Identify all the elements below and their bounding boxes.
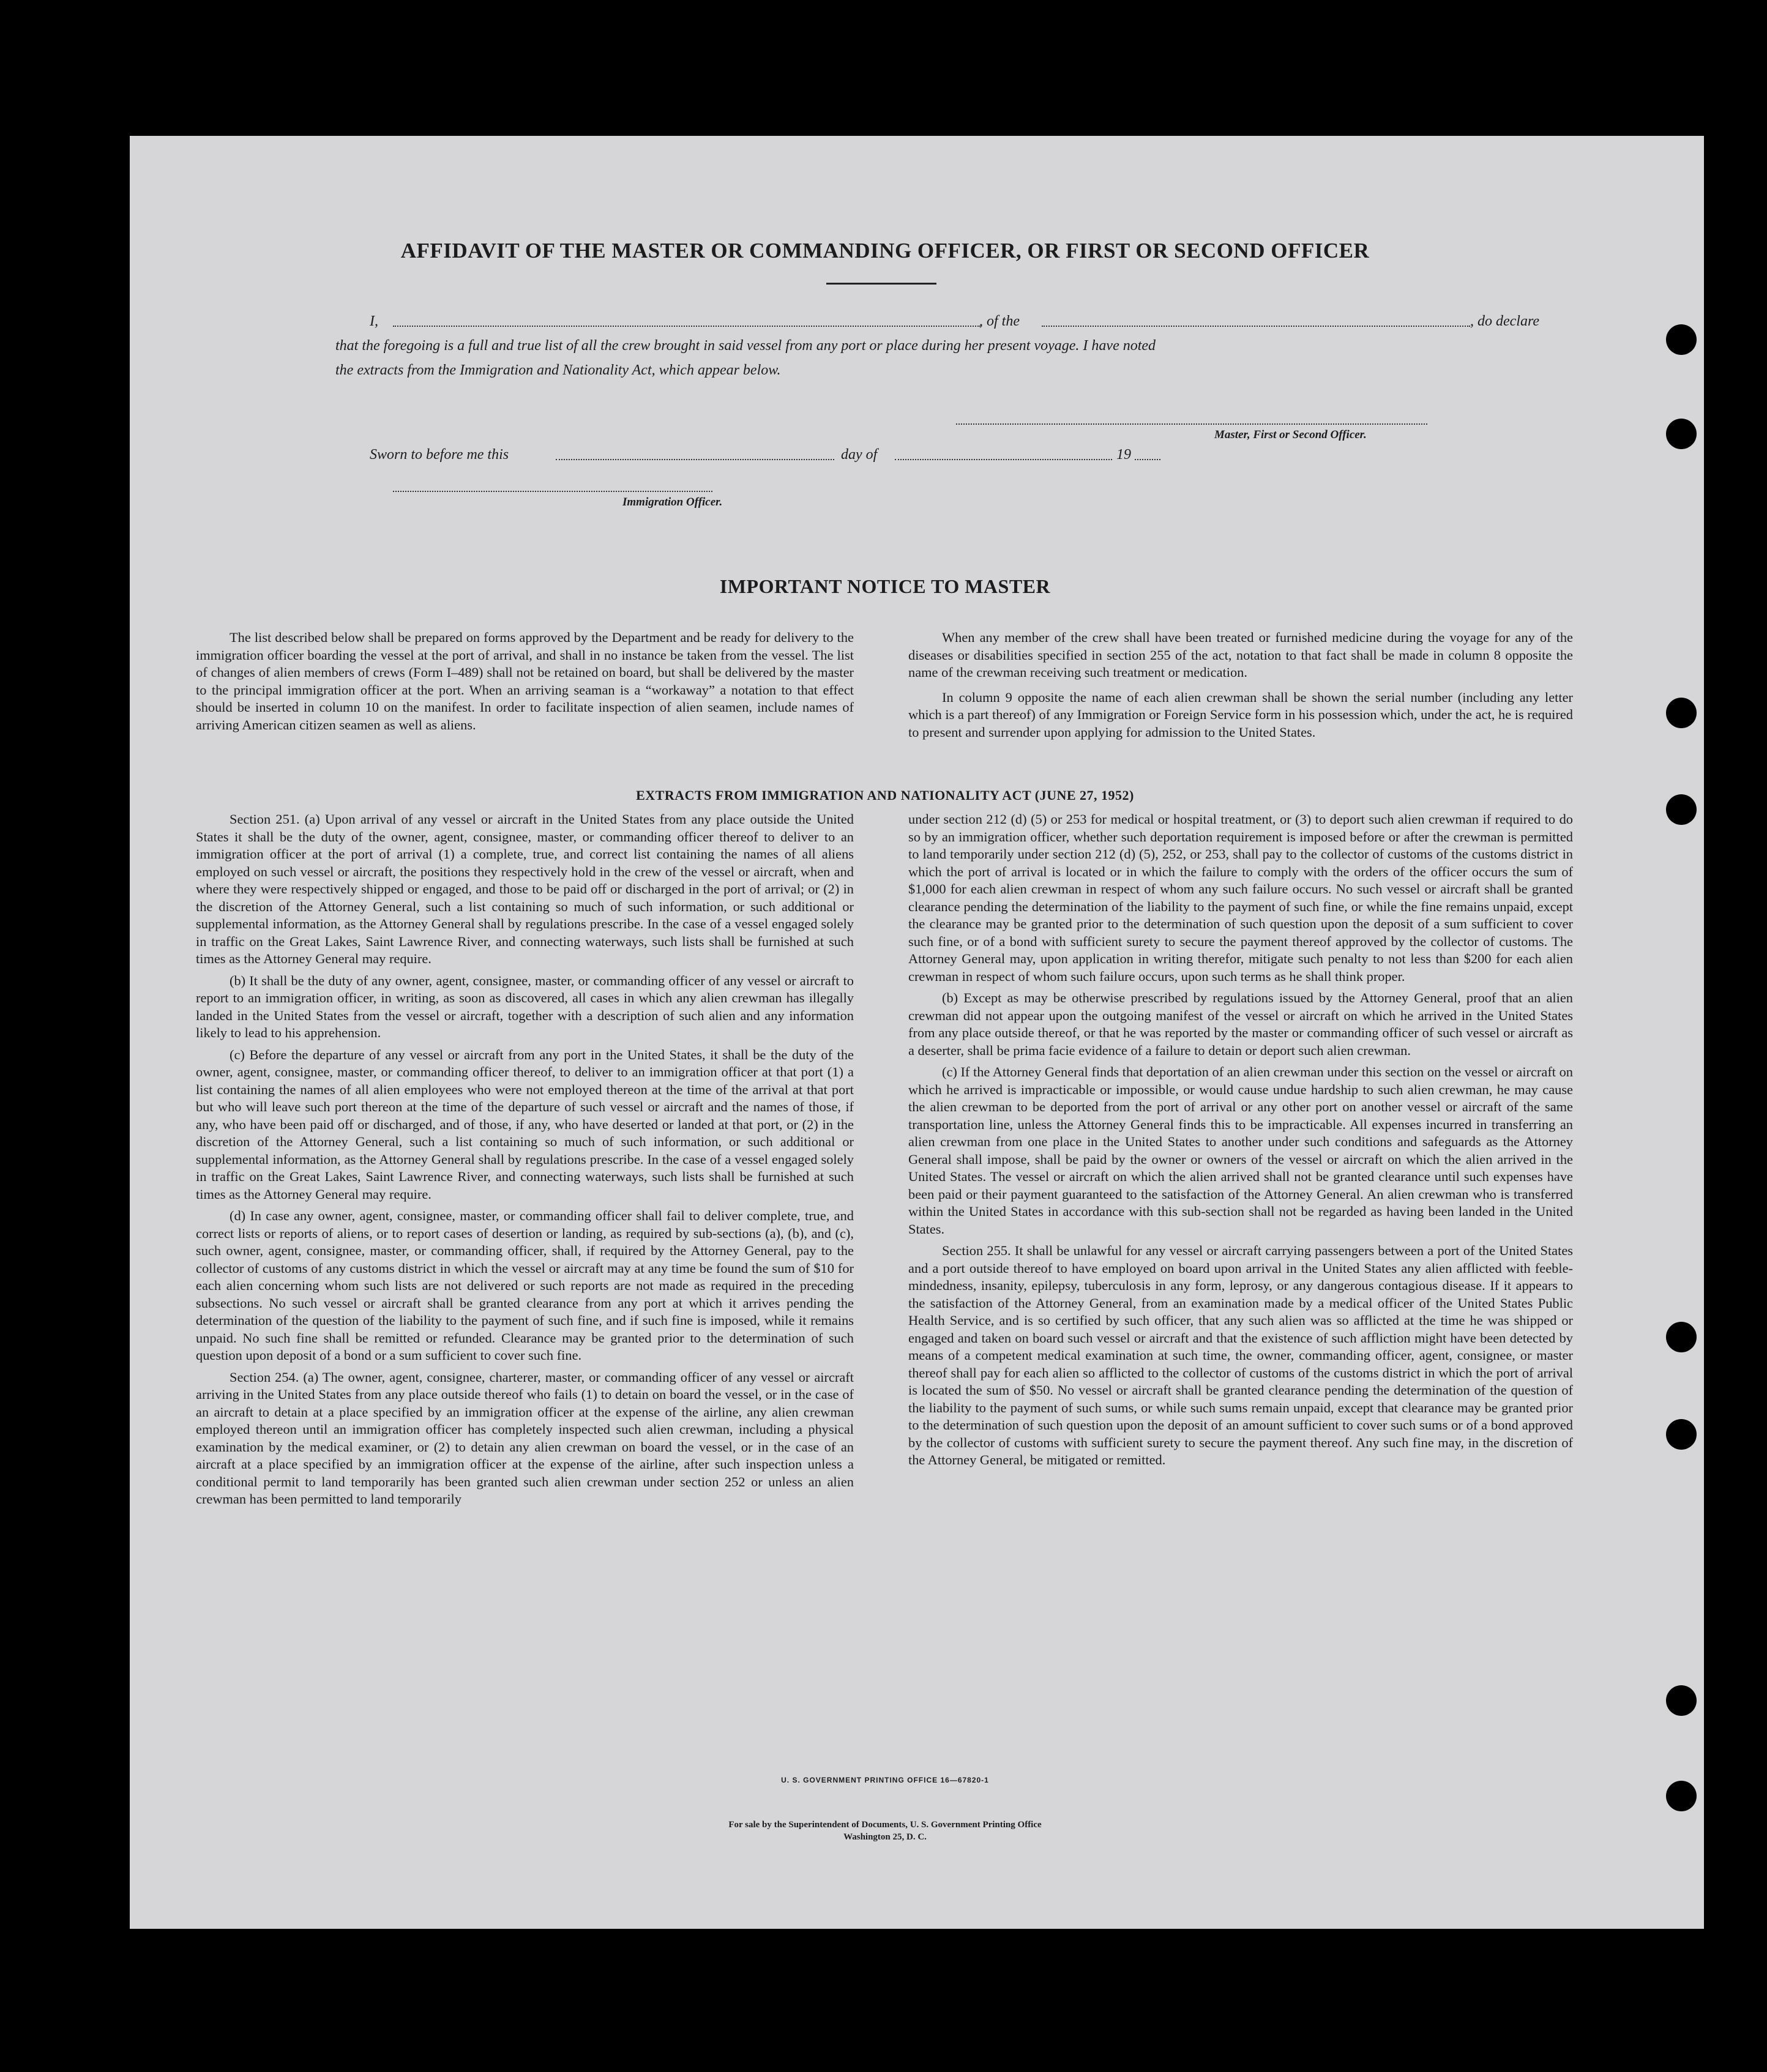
year-prefix: 19 xyxy=(1116,447,1131,463)
notice-right-column xyxy=(908,629,1573,745)
punch-hole xyxy=(1666,1685,1697,1716)
sworn-year-field[interactable] xyxy=(1135,459,1160,460)
immigration-officer-label: Immigration Officer. xyxy=(622,496,723,509)
form-page xyxy=(130,136,1704,1929)
sworn-day-field[interactable] xyxy=(556,459,834,460)
extract-paragraph: (b) It shall be the duty of any owner, agent, consignee, master, or commanding officer of any vessel or aircraft to report to an immigration officer, in writing, as soon as discovered, all cases in which any alien crewman has illegally landed in the United States from the vessel or aircraft, together with a description of such alien and any information likely to lead to his apprehension. xyxy=(196,972,854,1040)
extract-paragraph: (d) In case any owner, agent, consignee, master, or commanding officer shall fail to deliver complete, true, and correct lists or reports of aliens, or to report cases of desertion or landing, as required by sub-sections (a), (b), and (c), such owner, agent, consignee, master, or commanding officer, shall, if required by the Attorney General, pay to the collector of customs of any customs district in which the vessel or aircraft may at any time be found the sum of $10 for each alien concerning whom such lists are not delivered or such reports are not made as required in the preceding subsections. No such vessel or aircraft shall be granted clearance from any port at which it arrives pending the determination of the question of the liability to the payment of such fine, and if such fine is imposed, while it remains unpaid. No such fine shall be remitted or refunded. Clearance may be granted prior to the determination of such question upon deposit of a bond or a sum sufficient to cover such fine. xyxy=(196,1208,854,1363)
punch-hole xyxy=(1666,324,1697,355)
extract-paragraph: under section 212 (d) (5) or 253 for medical or hospital treatment, or (3) to deport such alien crewman if required to do so by an immigration officer, whether such deportation requirement is imposed before or after the crewman is permitted to land temporarily under section 212 (d) (5), 252, or 253, shall pay to the collector of customs of the customs district in which the port of arrival is located or in which the failure to comply with the orders of the officer occurs the sum of $1,000 for each alien crewman in respect of whom any such failure occurs. No such vessel or aircraft shall be granted clearance pending the determination of the liability to the payment of such fine, or while the fine remains unpaid, except the clearance may be granted prior to the determination of such question upon the deposit of a sum sufficient to cover such fine, or of a bond with sufficient surety to secure the payment thereof approved by the collector of customs. The Attorney General may, upon application in writing therefor, mitigate such penalty to not less than $200 for each alien crewman in respect of whom such failure occurs, upon such terms as he shall think proper. xyxy=(908,811,1573,984)
title-rule xyxy=(826,283,936,285)
notice-title: IMPORTANT NOTICE TO MASTER xyxy=(719,575,1051,597)
i-label: I, xyxy=(370,313,378,329)
punch-hole xyxy=(1666,1781,1697,1811)
sale-notice xyxy=(130,1819,1640,1843)
extract-paragraph: Section 254. (a) The owner, agent, consignee, charterer, master, or commanding officer of any vessel or aircraft arriving in the United States from any place outside thereof who fails (1) to detain on board the vessel, or in the case of an aircraft to detain at a place specified by an immigration officer at the expense of the airline, any alien crewman employed thereon until an immigration officer has completely inspected such alien crewman, including a physical examination by the medical examiner, or (2) to detain any alien crewman on board the vessel, or in the case of an aircraft at a place specified by an immigration officer at the expense of the airline, after such inspection unless a conditional permit to land temporarily has been granted such alien crewman under section 252 or unless an alien crewman has been permitted to land temporarily xyxy=(196,1369,854,1507)
affidavit-title: AFFIDAVIT OF THE MASTER OR COMMANDING OFFICER, OR FIRST OR SECOND OFFICER xyxy=(400,239,1370,263)
day-of-label: day of xyxy=(841,447,878,463)
of-the-label: , of the xyxy=(979,313,1020,329)
sale-line-2: Washington 25, D. C. xyxy=(843,1832,927,1842)
vessel-name-field[interactable] xyxy=(1042,326,1470,327)
immigration-officer-signature-line[interactable] xyxy=(393,491,712,492)
extracts-title: EXTRACTS FROM IMMIGRATION AND NATIONALITY ACT (JUNE 27, 1952) xyxy=(636,788,1134,803)
sale-line-1: For sale by the Superintendent of Documents, U. S. Government Printing Office xyxy=(728,1820,1042,1830)
printer-line: U. S. GOVERNMENT PRINTING OFFICE 16—67820-1 xyxy=(781,1776,989,1784)
do-declare-label: , do declare xyxy=(1470,313,1540,329)
punch-hole xyxy=(1666,1419,1697,1450)
declaration-line-2: the extracts from the Immigration and Nationality Act, which appear below. xyxy=(335,362,781,378)
punch-hole xyxy=(1666,419,1697,449)
extracts-left-column xyxy=(196,811,854,1513)
sworn-month-field[interactable] xyxy=(895,459,1112,460)
sworn-label: Sworn to before me this xyxy=(370,447,509,463)
punch-hole xyxy=(1666,698,1697,728)
notice-paragraph: The list described below shall be prepared on forms approved by the Department and be ready for delivery to the immigration officer boarding the vessel at the port of arrival, and shall in no instance be taken from the vessel. The list of changes of alien members of crews (Form I–489) shall not be retained on board, but shall be delivered by the master to the principal immigration officer at the port. When an arriving seaman is a “workaway” a notation to that effect should be inserted in column 10 on the manifest. In order to facilitate inspection of alien seamen, include names of arriving American citizen seamen as well as aliens. xyxy=(196,630,854,732)
extracts-right-column xyxy=(908,811,1573,1474)
notice-paragraph: In column 9 opposite the name of each alien crewman shall be shown the serial number (including any letter which is a part thereof) of any Immigration or Foreign Service form in his possession which, under the act, he is required to present and surrender upon applying for admission to the United States. xyxy=(908,689,1573,740)
punch-hole xyxy=(1666,1322,1697,1352)
extract-paragraph: (b) Except as may be otherwise prescribed by regulations issued by the Attorney General, proof that an alien crewman did not appear upon the outgoing manifest of the vessel or aircraft on which he arrived in the United States from any place outside thereof, or that he was reported by the master or commanding officer of such vessel or aircraft as a deserter, shall be prima facie evidence of a failure to detain or deport such alien crewman. xyxy=(908,990,1573,1058)
master-signature-label: Master, First or Second Officer. xyxy=(1214,428,1367,441)
declarant-name-field[interactable] xyxy=(393,326,981,327)
master-signature-line[interactable] xyxy=(956,423,1427,425)
declaration-line-1: that the foregoing is a full and true list of all the crew brought in said vessel from any port or place during her present voyage. I have noted xyxy=(335,338,1156,354)
extract-paragraph: (c) Before the departure of any vessel or aircraft from any port in the United States, it shall be the duty of the owner, agent, consignee, master, or commanding officer thereof, to deliver to an immigration officer at that port (1) a list containing the names of all alien employees who were not employed thereon at the time of the arrival at that port but who will leave such port thereon at the time of the departure of such vessel or aircraft and the names of those, if any, who have been paid off or discharged, and of those, if any, who have deserted or landed at that port, or (2) in the discretion of the Attorney General, such a list containing so much of such information, or such additional or supplemental information, as the Attorney General shall by regulations prescribe. In the case of a vessel engaged solely in traffic on the Great Lakes, Saint Lawrence River, and connecting waterways, such lists shall be furnished at such times as the Attorney General may require. xyxy=(196,1046,854,1202)
extract-paragraph: Section 255. It shall be unlawful for any vessel or aircraft carrying passengers between a port of the United States and a port outside thereof to have employed on board upon arrival in the United States any alien afflicted with feeble-mindedness, insanity, epilepsy, tuberculosis in any form, leprosy, or any dangerous contagious disease. If it appears to the satisfaction of the Attorney General, from an examination made by a medical officer of the United States Public Health Service, and is so certified by such officer, that any such alien was so afflicted at the time he was shipped or engaged and taken on board such vessel or aircraft and that the existence of such affliction might have been detected by means of a competent medical examination at such time, the owner, commanding officer, agent, consignee, or master thereof shall pay for each alien so afflicted to the collector of customs of the customs district in which the port of arrival is located the sum of $50. No vessel or aircraft shall be granted clearance pending the determination of the question of the liability to the payment of such sums, or while such sums remain unpaid, except that clearance may be granted prior to the determination of such question upon the deposit of an amount sufficient to cover such sums or of a bond approved by the collector of customs with sufficient surety to secure the payment thereof. Any such fine may, in the discretion of the Attorney General, be mitigated or remitted. xyxy=(908,1243,1573,1467)
extract-paragraph: Section 251. (a) Upon arrival of any vessel or aircraft in the United States from any place outside the United States it shall be the duty of the owner, agent, consignee, master, or commanding officer thereof to deliver to an immigration officer at the port of arrival (1) a complete, true, and correct list containing the names of all aliens employed on such vessel or aircraft, the positions they respectively hold in the crew of the vessel or aircraft, when and where they were respectively shipped or engaged, and those to be paid off or discharged in the port of arrival; or (2) in the discretion of the Attorney General, such a list containing so much of such information, or such additional or supplemental information, as the Attorney General shall by regulations prescribe. In the case of a vessel engaged solely in traffic on the Great Lakes, Saint Lawrence River, and connecting waterways, such lists shall be furnished at such times as the Attorney General may require. xyxy=(196,811,854,966)
punch-hole xyxy=(1666,794,1697,825)
notice-paragraph: When any member of the crew shall have been treated or furnished medicine during the voyage for any of the diseases or disabilities specified in section 255 of the act, notation to that fact shall be made in column 8 opposite the name of the crewman receiving such treatment or medication. xyxy=(908,630,1573,680)
notice-left-column xyxy=(196,629,854,738)
extract-paragraph: (c) If the Attorney General finds that deportation of an alien crewman under this section on the vessel or aircraft on which he arrived is impracticable or impossible, or would cause undue hardship to such alien crewman, he may cause the alien crewman to be deported from the port of arrival or any other port on another vessel or aircraft of the same transportation line, unless the Attorney General finds this to be impracticable. All expenses incurred in transferring an alien crewman from one place in the United States to another under such conditions and safeguards as the Attorney General shall impose, shall be paid by the owner or owners of the vessel or aircraft on which the alien arrived in the United States. The vessel or aircraft on which the alien arrived shall not be granted clearance until such expenses have been paid or their payment guaranteed to the satisfaction of the Attorney General. An alien crewman who is transferred within the United States in accordance with this sub-section shall not be regarded as having been landed in the United States. xyxy=(908,1064,1573,1237)
